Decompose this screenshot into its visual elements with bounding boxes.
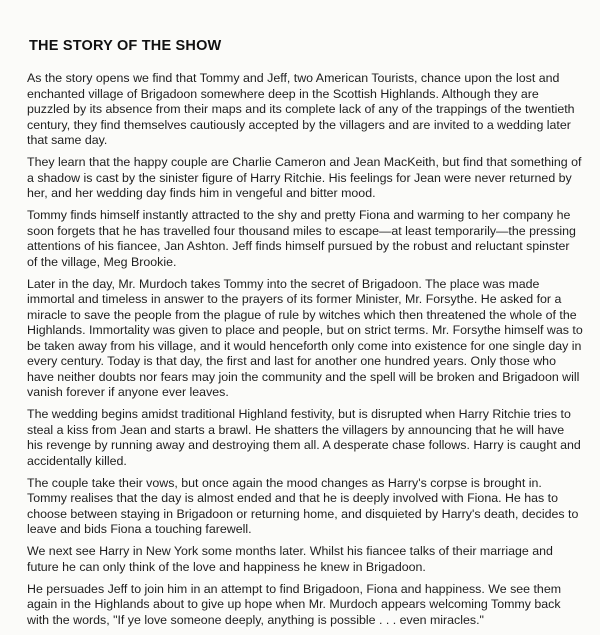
paragraph-secret: Later in the day, Mr. Murdoch takes Tommy into the secret of Brigadoon. The place was made immortal and timeless in answer to the prayers of its former Minister, Mr. Forsythe. He asked for a miracle to save the people from the plague of rule by witches which then threatened the whole of the Highlands. Immortality was given to place and people, but on strict terms. Mr. Forsythe himself was to be taken away from his village, and it would henceforth only come into existence for one single day in every century. Today is that day, the first and last for another one hundred years. Only those who have neither doubts nor fears may join the community and the spell will be broken and Brigadoon will vanish forever if anyone ever leaves. — [27, 276, 583, 399]
paragraph-wedding-couple: They learn that the happy couple are Charlie Cameron and Jean MacKeith, but find that something of a shadow is cast by the sinister figure of Harry Ritchie. His feelings for Jean were never returned by her, and her wedding day finds him in vengeful and bitter mood. — [27, 155, 582, 200]
paragraph-new-york: We next see Harry in New York some months later. Whilst his fiancee talks of their marriage and future he can only think of the love and happiness he knew in Brigadoon. — [27, 544, 553, 574]
page-title: THE STORY OF THE SHOW — [29, 38, 222, 54]
paragraph-vows: The couple take their vows, but once again the mood changes as Harry's corpse is brought in. Tommy realises that the day is almost ended and that he is deeply involved with Fiona. He has to choose between staying in Brigadoon or returning home, and disquieted by Harry's death, decides to leave and bids Fiona a touching farewell. — [27, 475, 579, 536]
paragraph-opening: As the story opens we find that Tommy and Jeff, two American Tourists, chance upon the lost and enchanted village of Brigadoon somewhere deep in the Scottish Highlands. Although they are puzzled by its absence from their maps and its complete lack of any of the trappings of the twentieth century, they find themselves cautiously accepted by the villagers and are invited to a wedding later that same day. — [27, 71, 575, 147]
paragraph-fiona: Tommy finds himself instantly attracted to the shy and pretty Fiona and warming to her company he soon forgets that he has travelled four thousand miles to escape—at least temporarily—the pressing attentions of his fiancee, Jan Ashton. Jeff finds himself pursued by the robust and reluctant spinster of the village, Meg Brookie. — [27, 208, 576, 269]
paragraph-brawl: The wedding begins amidst traditional Highland festivity, but is disrupted when Harry Ritchie tries to steal a kiss from Jean and starts a brawl. He shatters the villagers by announcing that he will have his revenge by running away and destroying them all. A desperate chase follows. Harry is caught and accidentally killed. — [27, 407, 581, 468]
story-page — [27, 38, 583, 635]
paragraph-return: He persuades Jeff to join him in an attempt to find Brigadoon, Fiona and happiness. We see them again in the Highlands about to give up hope when Mr. Murdoch appears welcoming Tommy back with the words, "If ye love someone deeply, anything is possible . . . even miracles." — [27, 581, 562, 627]
